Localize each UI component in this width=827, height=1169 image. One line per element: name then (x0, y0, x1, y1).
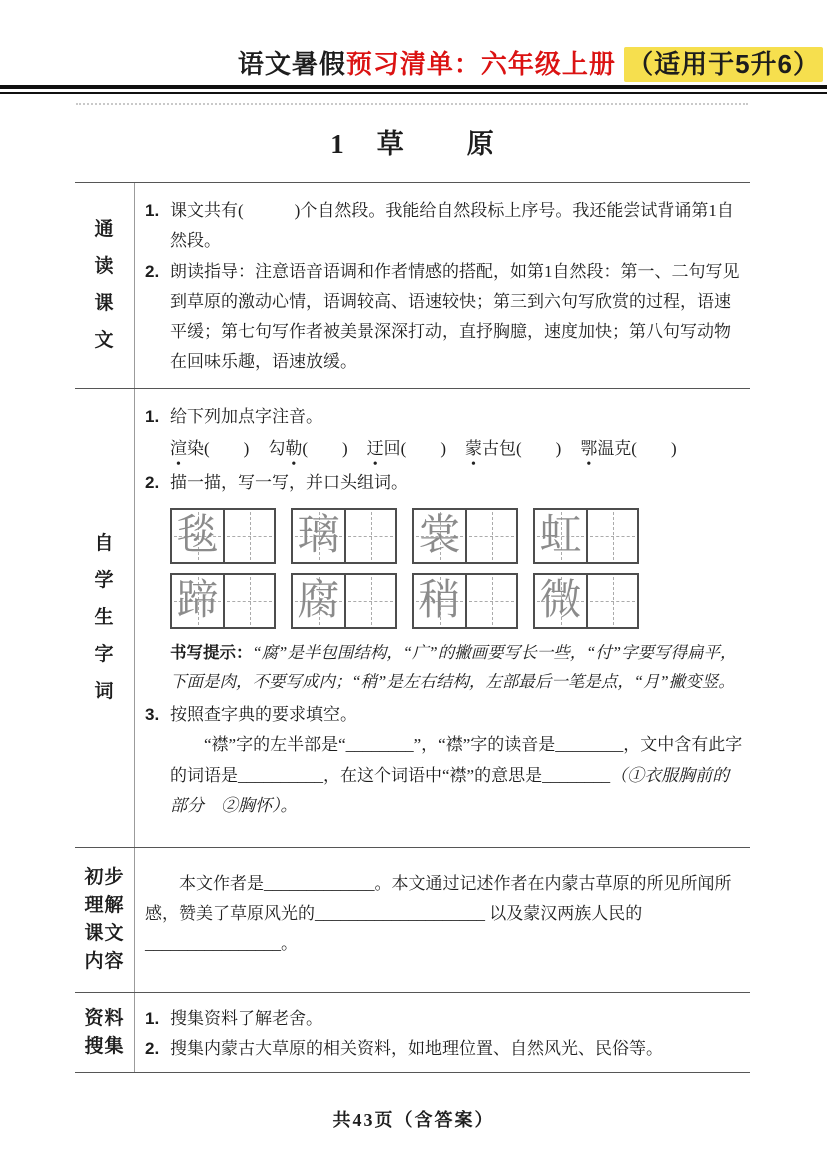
item-number: 1. (145, 406, 160, 426)
list-item (145, 1034, 746, 1064)
grid-character: 微 (539, 577, 582, 624)
item-text: 按照查字典的要求填空。 (170, 705, 357, 724)
label-line: 词 (94, 681, 115, 702)
annotated-character: 勒 (285, 438, 303, 458)
label-line: 初步 (84, 867, 125, 888)
character-grid (291, 508, 397, 564)
list-item (145, 257, 746, 378)
item-text: 给下列加点字注音。 (170, 406, 323, 426)
dictionary-fill-paragraph (170, 730, 746, 821)
annotated-character: 渲 (170, 438, 187, 458)
row-content-read-through (135, 183, 750, 388)
item-number: 2. (145, 473, 160, 492)
grid-cell-model (172, 510, 223, 562)
annotated-character: 鄂 (580, 438, 598, 458)
character-grid (170, 508, 276, 564)
grid-cell-practice (586, 575, 637, 627)
header-rule-dotted (76, 103, 748, 105)
pinyin-word: 蒙古包( ) (465, 439, 561, 458)
grid-cell-model (293, 510, 344, 562)
annotated-character: 迂 (366, 438, 384, 458)
grid-cell-model (414, 575, 465, 627)
row-label-self-study-words (75, 389, 135, 847)
header-rule-thin (0, 92, 827, 94)
item-text: 描一描，写一写，并口头组词。 (170, 473, 408, 492)
header-rule-thick (0, 85, 827, 89)
label-line: 通 (94, 219, 115, 241)
list-item (145, 402, 746, 432)
grid-cell-model (535, 575, 586, 627)
grid-character: 稍 (418, 577, 461, 624)
grid-character: 璃 (297, 512, 340, 559)
pinyin-word: 勾勒( ) (268, 439, 347, 458)
worksheet-table (75, 182, 750, 1073)
item-number: 1. (145, 1008, 160, 1028)
grid-cell-model (414, 510, 465, 562)
row-label-material-collection (75, 993, 135, 1073)
table-row-read-through (75, 183, 750, 389)
grid-character: 虹 (539, 512, 582, 559)
row-label-initial-understanding (75, 848, 135, 992)
grid-cell-practice (344, 510, 395, 562)
row-content-material-collection (135, 993, 750, 1073)
list-item (145, 196, 746, 257)
grid-cell-model (535, 510, 586, 562)
character-grid-row-1 (170, 508, 746, 564)
label-line: 课 (94, 293, 115, 315)
item-number: 2. (145, 1038, 160, 1058)
character-grid (170, 573, 276, 629)
row-content-self-study-words (135, 389, 750, 847)
writing-tip-lead: 书写提示： (170, 644, 253, 663)
item-text: 课文共有( )个自然段。我能给自然段标上序号。我还能尝试背诵第1自然段。 (170, 201, 734, 251)
pinyin-word: 鄂温克( ) (580, 439, 676, 458)
page-header (0, 44, 827, 81)
row-content-initial-understanding (135, 848, 750, 992)
writing-tip (170, 639, 746, 696)
pinyin-word: 渲染( ) (170, 439, 249, 458)
header-title-black: 语文暑假 (237, 49, 346, 79)
character-grid-row-2 (170, 573, 746, 629)
understanding-paragraph: 本文作者是_____________。本文通过记述作者在内蒙古草原的所见所闻所感，赞美了草原风光的____________________ 以及蒙汉两族人民的________________。 (145, 873, 732, 953)
item-text: 搜集内蒙古大草原的相关资料，如地理位置、自然风光、民俗等。 (170, 1038, 663, 1058)
footer-page-info: 共43页（含答案） (332, 1110, 495, 1130)
character-grid (291, 573, 397, 629)
item-text: 搜集资料了解老舍。 (170, 1008, 323, 1028)
grid-cell-practice (344, 575, 395, 627)
label-line: 生 (94, 607, 115, 628)
header-highlight-badge: （适用于5升6） (624, 47, 823, 82)
table-row-self-study-words (75, 389, 750, 848)
label-line: 文 (94, 330, 115, 352)
grid-cell-model (172, 575, 223, 627)
label-line: 学 (94, 570, 115, 591)
item-number: 2. (145, 261, 160, 281)
header-title-red: 预习清单：六年级上册 (345, 49, 616, 79)
row-label-read-through (75, 183, 135, 388)
label-line: 字 (94, 644, 115, 665)
grid-cell-practice (586, 510, 637, 562)
table-row-initial-understanding (75, 848, 750, 993)
list-item (145, 1004, 746, 1034)
grid-cell-practice (223, 575, 274, 627)
list-item (145, 700, 746, 730)
annotated-character: 蒙 (464, 438, 482, 458)
list-item (145, 468, 746, 498)
fill-text: “襟”字的左半部是“________”，“襟”字的读音是________，文中含有此字的词语是__________，在这个词语中“襟”的意思是________ (170, 735, 743, 785)
label-line: 内容 (84, 951, 125, 972)
character-grid (412, 508, 518, 564)
grid-cell-practice (223, 510, 274, 562)
writing-tip-text: “腐”是半包围结构，“广”的撇画要写长一些，“付”字要写得扁平，下面是肉，不要写成内；“稍”是左右结构，左部最后一笔是点，“月”撇变竖。 (170, 643, 737, 691)
label-line: 搜集 (84, 1035, 125, 1057)
grid-character: 毯 (176, 512, 219, 559)
table-row-material-collection (75, 993, 750, 1074)
character-grid (533, 573, 639, 629)
label-line: 自 (94, 533, 115, 554)
grid-character: 腐 (297, 577, 340, 624)
item-text: 朗读指导：注意语音语调和作者情感的搭配，如第1自然段：第一、二句写见到草原的激动心情，语调较高、语速较快；第三到六句写欣赏的过程，语速平缓；第七句写作者被美景深深打动，直抒胸臆，速度加快；第八句写动物在回味乐趣，语速放缓。 (170, 261, 740, 372)
grid-cell-practice (465, 575, 516, 627)
pinyin-annotation-line (170, 434, 746, 464)
label-line: 理解 (84, 895, 125, 916)
grid-character: 蹄 (176, 577, 219, 624)
grid-cell-practice (465, 510, 516, 562)
item-number: 3. (145, 705, 160, 724)
character-grid (412, 573, 518, 629)
label-line: 资料 (84, 1007, 125, 1029)
label-line: 课文 (84, 923, 125, 944)
grid-cell-model (293, 575, 344, 627)
character-grid (533, 508, 639, 564)
label-line: 读 (94, 256, 115, 278)
fill-note: （①衣服胸前的部分 ②胸怀）。 (170, 765, 730, 815)
pinyin-word: 迂回( ) (367, 439, 446, 458)
item-number: 1. (145, 201, 160, 220)
lesson-title: 1 草 原 (330, 129, 497, 159)
grid-character: 裳 (418, 512, 461, 559)
